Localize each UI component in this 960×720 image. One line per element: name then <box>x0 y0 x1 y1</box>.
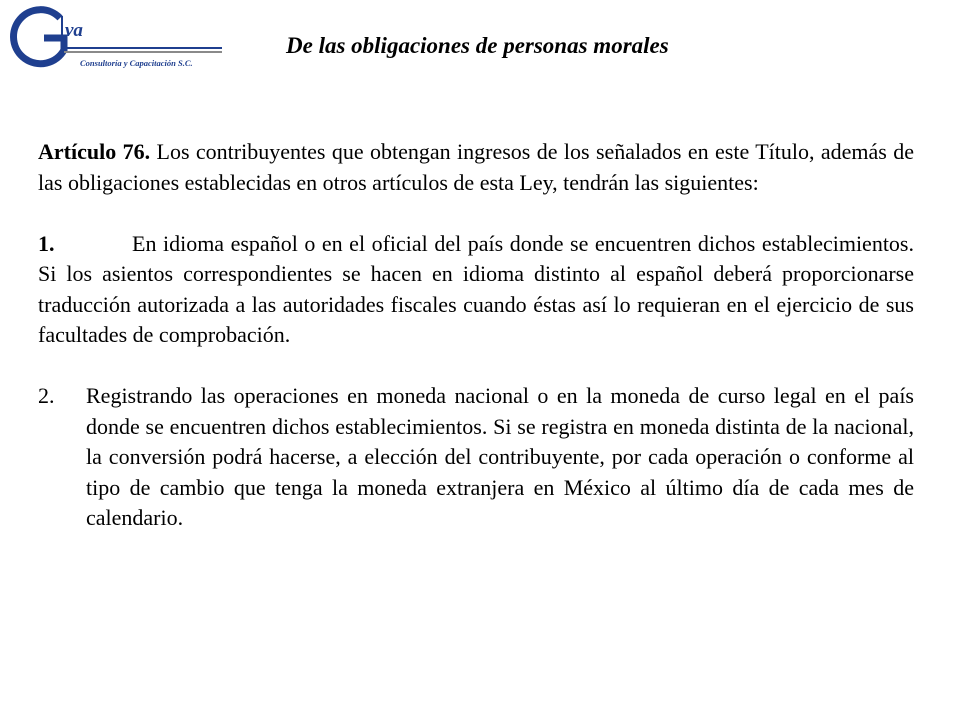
svg-text:va: va <box>65 20 83 41</box>
list-item-number: 1. <box>38 230 55 256</box>
list-item-2 <box>38 381 914 534</box>
article-heading: Artículo 76. <box>38 139 151 164</box>
list-item-text: Registrando las operaciones en moneda nacional o en la moneda de curso legal en el país donde se encuentren dichos establecimientos. Si se registra en moneda distinta de la nacional, la conversión podrá hacerse, a elección del contribuyente, por cada operación o conforme al tipo de cambio que tenga la moneda extranjera en México al último día de cada mes de calendario. <box>86 383 914 530</box>
company-logo <box>4 6 230 72</box>
list-item-text: En idioma español o en el oficial del país donde se encuentren dichos establecimientos. Si los asientos correspondientes se hacen en idioma distinto al español deberá proporcionarse traducción autorizada a las autoridades fiscales cuando éstas así lo requieran en el ejercicio de sus facultades de comprobación. <box>38 230 914 347</box>
list-item-1 <box>38 229 914 351</box>
article-intro-paragraph <box>38 137 914 198</box>
page-title: De las obligaciones de personas morales <box>286 33 669 58</box>
list-item-number: 2. <box>38 383 55 408</box>
document-body <box>38 137 914 534</box>
article-intro-text: Los contribuyentes que obtengan ingresos de los señalados en este Título, además de las obligaciones establecidas en otros artículos de esta Ley, tendrán las siguientes: <box>38 139 915 195</box>
logo-caption: Consultoría y Capacitación S.C. <box>80 58 193 68</box>
